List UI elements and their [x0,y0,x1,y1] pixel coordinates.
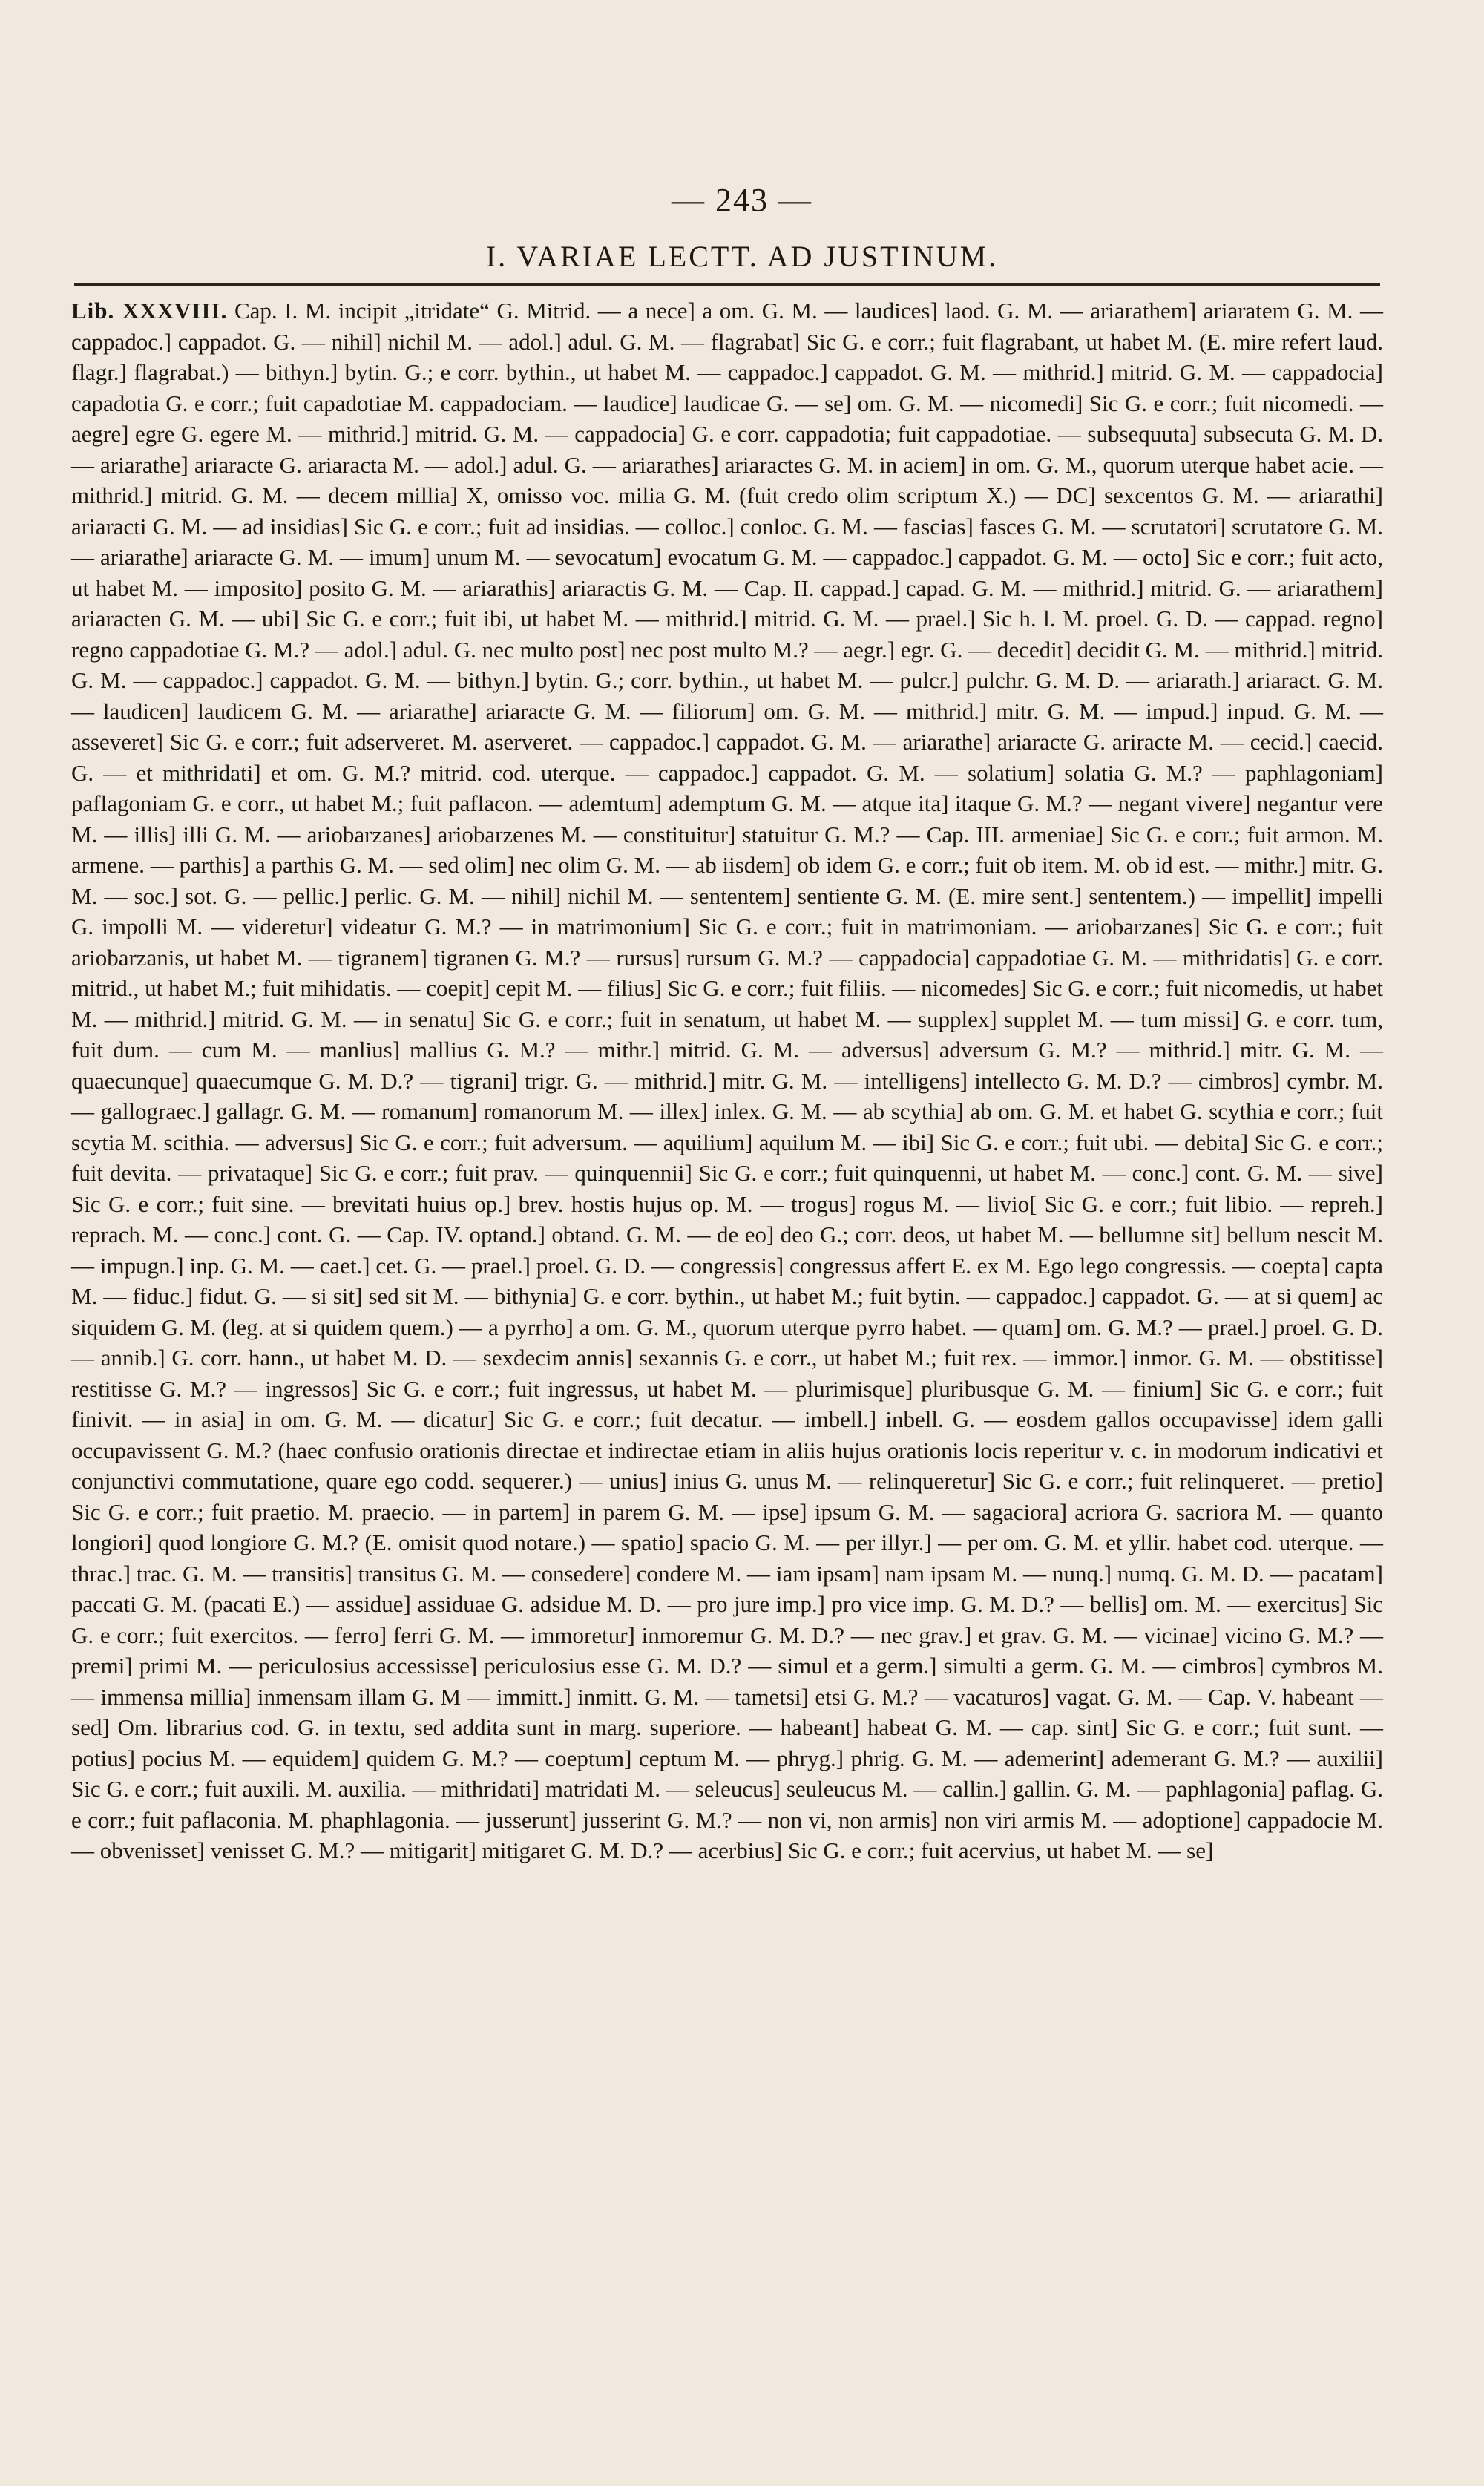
apparatus-text [71,295,1383,1866]
apparatus-body: Cap. I. M. incipit „itridate“ G. Mitrid. — a nece] a om. G. M. — laudices] laod. G. M. — ariarathem] ariaratem G. M. — cappadoc.] cappadot. G. — nihil] nichil M. — adol.] adul. G. M. — flagrabat] Sic G. e corr.; fuit flagrabant, ut habet M. (E. mire refert laud. flagr.] flagrabat.) — bithyn.] bytin. G.; e corr. bythin., ut habet M. — cappadoc.] cappadot. G. M. — mithrid.] mitrid. G. M. — cappadocia] capadotia G. e corr.; fuit capadotiae M. cappadociam. — laudice] laudicae G. — se] om. G. M. — nicomedi] Sic G. e corr.; fuit nicomedi. — aegre] egre G. egere M. — mithrid.] mitrid. G. M. — cappadocia] G. e corr. cappadotia; fuit cappadotiae. — subsequuta] subsecuta G. M. D. — ariarathe] ariaracte G. ariaracta M. — adol.] adul. G. — ariarathes] ariaractes G. M. in aciem] in om. G. M., quorum uterque habet acie. — mithrid.] mitrid. G. M. — decem millia] X, omisso voc. milia G. M. (fuit credo olim scriptum X.) — DC] sexcentos G. M. — ariarathi] ariaracti G. M. — ad insidias] Sic G. e corr.; fuit ad insidias. — colloc.] conloc. G. M. — fascias] fasces G. M. — scrutatori] scrutatore G. M. — ariarathe] ariaracte G. M. — imum] unum M. — sevocatum] evocatum G. M. — cappadoc.] cappadot. G. M. — octo] Sic e corr.; fuit acto, ut habet M. — imposito] posito G. M. — ariarathis] ariaractis G. M. — Cap. II. cappad.] capad. G. M. — mithrid.] mitrid. G. — ariarathem] ariaracten G. M. — ubi] Sic G. e corr.; fuit ibi, ut habet M. — mithrid.] mitrid. G. M. — prael.] Sic h. l. M. proel. G. D. — cappad. regno] regno cappadotiae G. M.? — adol.] adul. G. nec multo post] nec post multo M.? — aegr.] egr. G. — decedit] decidit G. M. — mithrid.] mitrid. G. M. — cappadoc.] cappadot. G. M. — bithyn.] bytin. G.; corr. bythin., ut habet M. — pulcr.] pulchr. G. M. D. — ariarath.] ariaract. G. M. — laudicen] laudicem G. M. — ariarathe] ariaracte G. M. — filiorum] om. G. M. — mithrid.] mitr. G. M. — impud.] inpud. G. M. — asseveret] Sic G. e corr.; fuit adserveret. M. aserveret. — cappadoc.] cappadot. G. M. — ariarathe] ariaracte G. ariracte M. — cecid.] caecid. G. — et mithridati] et om. G. M.? mitrid. cod. uterque. — cappadoc.] cappadot. G. M. — solatium] solatia G. M.? — paphlagoniam] paflagoniam G. e corr., ut habet M.; fuit paflacon. — ademtum] ademptum G. M. — atque ita] itaque G. M.? — negant vivere] negantur vere M. — illis] illi G. M. — ariobarzanes] ariobarzenes M. — constituitur] statuitur G. M.? — Cap. III. armeniae] Sic G. e corr.; fuit armon. M. armene. — parthis] a parthis G. M. — sed olim] nec olim G. M. — ab iisdem] ob idem G. e corr.; fuit ob item. M. ob id est. — mithr.] mitr. G. M. — soc.] sot. G. — pellic.] perlic. G. M. — nihil] nichil M. — sententem] sentiente G. M. (E. mire sent.] sententem.) — impellit] impelli G. impolli M. — videretur] videatur G. M.? — in matrimonium] Sic G. e corr.; fuit in matrimoniam. — ariobarzanes] Sic G. e corr.; fuit ariobarzanis, ut habet M. — tigranem] tigranen G. M.? — rursus] rursum G. M.? — cappadocia] cappadotiae G. M. — mithridatis] G. e corr. mitrid., ut habet M.; fuit mihidatis. — coepit] cepit M. — filius] Sic G. e corr.; fuit filiis. — nicomedes] Sic G. e corr.; fuit nicomedis, ut habet M. — mithrid.] mitrid. G. M. — in senatu] Sic G. e corr.; fuit in senatum, ut habet M. — supplex] supplet M. — tum missi] G. e corr. tum, fuit dum. — cum M. — manlius] mallius G. M.? — mithr.] mitrid. G. M. — adversus] adversum G. M.? — mithrid.] mitr. G. M. — quaecunque] quaecumque G. M. D.? — tigrani] trigr. G. — mithrid.] mitr. G. M. — intelligens] intellecto G. M. D.? — cimbros] cymbr. M. — gallograec.] gallagr. G. M. — romanum] romanorum M. — illex] inlex. G. M. — ab scythia] ab om. G. M. et habet G. scythia e corr.; fuit scytia M. scithia. — adversus] Sic G. e corr.; fuit adversum. — aquilium] aquilum M. — ibi] Sic G. e corr.; fuit ubi. — debita] Sic G. e corr.; fuit devita. — privataque] Sic G. e corr.; fuit prav. — quinquennii] Sic G. e corr.; fuit quinquenni, ut habet M. — conc.] cont. G. M. — sive] Sic G. e corr.; fuit sine. — brevitati huius op.] brev. hostis hujus op. M. — trogus] rogus M. — livio[ Sic G. e corr.; fuit libio. — repreh.] reprach. M. — conc.] cont. G. — Cap. IV. optand.] obtand. G. M. — de eo] deo G.; corr. deos, ut habet M. — bellumne sit] bellum nescit M. — impugn.] inp. G. M. — caet.] cet. G. — prael.] proel. G. D. — congressis] congressus affert E. ex M. Ego lego congressis. — coepta] capta M. — fiduc.] fidut. G. — si sit] sed sit M. — bithynia] G. e corr. bythin., ut habet M.; fuit bytin. — cappadoc.] cappadot. G. — at si quem] ac siquidem G. M. (leg. at si quidem quem.) — a pyrrho] a om. G. M., quorum uterque pyrro habet. — quam] om. G. M.? — prael.] proel. G. D. — annib.] G. corr. hann., ut habet M. D. — sexdecim annis] sexannis G. e corr., ut habet M.; fuit rex. — immor.] inmor. G. M. — obstitisse] restitisse G. M.? — ingressos] Sic G. e corr.; fuit ingressus, ut habet M. — plurimisque] pluribusque G. M. — finium] Sic G. e corr.; fuit finivit. — in asia] in om. G. M. — dicatur] Sic G. e corr.; fuit decatur. — imbell.] inbell. G. — eosdem gallos occupavisse] idem galli occupavissent G. M.? (haec confusio orationis directae et indirectae etiam in aliis hujus orationis locis reperitur v. c. in modorum indicativi et conjunctivi commutatione, quare ego codd. sequerer.) — unius] inius G. unus M. — relinqueretur] Sic G. e corr.; fuit relinqueret. — pretio] Sic G. e corr.; fuit praetio. M. praecio. — in partem] in parem G. M. — ipse] ipsum G. M. — sagaciora] acriora G. sacriora M. — quanto longiori] quod longiore G. M.? (E. omisit quod notare.) — spatio] spacio G. M. — per illyr.] — per om. G. M. et yllir. habet cod. uterque. — thrac.] trac. G. M. — transitis] transitus G. M. — consedere] condere M. — iam ipsam] nam ipsam M. — nunq.] numq. G. M. D. — pacatam] paccati G. M. (pacati E.) — assidue] assiduae G. adsidue M. D. — pro jure imp.] pro vice imp. G. M. D.? — bellis] om. M. — exercitus] Sic G. e corr.; fuit exercitos. — ferro] ferri G. M. — immoretur] inmoremur G. M. D.? — nec grav.] et grav. G. M. — vicinae] vicino G. M.? — premi] primi M. — periculosius accessisse] periculosius esse G. M. D.? — simul et a germ.] simulti a germ. G. M. — cimbros] cymbros M. — immensa millia] inmensam illam G. M — immitt.] inmitt. G. M. — tametsi] etsi G. M.? — vacaturos] vagat. G. M. — Cap. V. habeant — sed] Om. librarius cod. G. in textu, sed addita sunt in marg. superiore. — habeant] habeat G. M. — cap. sint] Sic G. e corr.; fuit sunt. — potius] pocius M. — equidem] quidem G. M.? — coeptum] ceptum M. — phryg.] phrig. G. M. — ademerint] ademerant G. M.? — auxilii] Sic G. e corr.; fuit auxili. M. auxilia. — mithridati] matridati M. — seleucus] seuleucus M. — callin.] gallin. G. M. — paphlagonia] paflag. G. e corr.; fuit paflaconia. M. phaphlagonia. — jusserunt] jusserint G. M.? — non vi, non armis] non viri armis M. — adoptione] cappadocie M. — obvenisset] venisset G. M.? — mitigarit] mitigaret G. M. D.? — acerbius] Sic G. e corr.; fuit acervius, ut habet M. — se] [71,298,1383,1863]
page-number: — 243 — [672,182,812,218]
apparatus-paragraph [71,295,1383,1866]
section-title: I. VARIAE LECTT. AD JUSTINUM. [485,240,999,273]
title-rule [74,283,1380,286]
book-heading: Lib. XXXVIII. [71,298,228,324]
